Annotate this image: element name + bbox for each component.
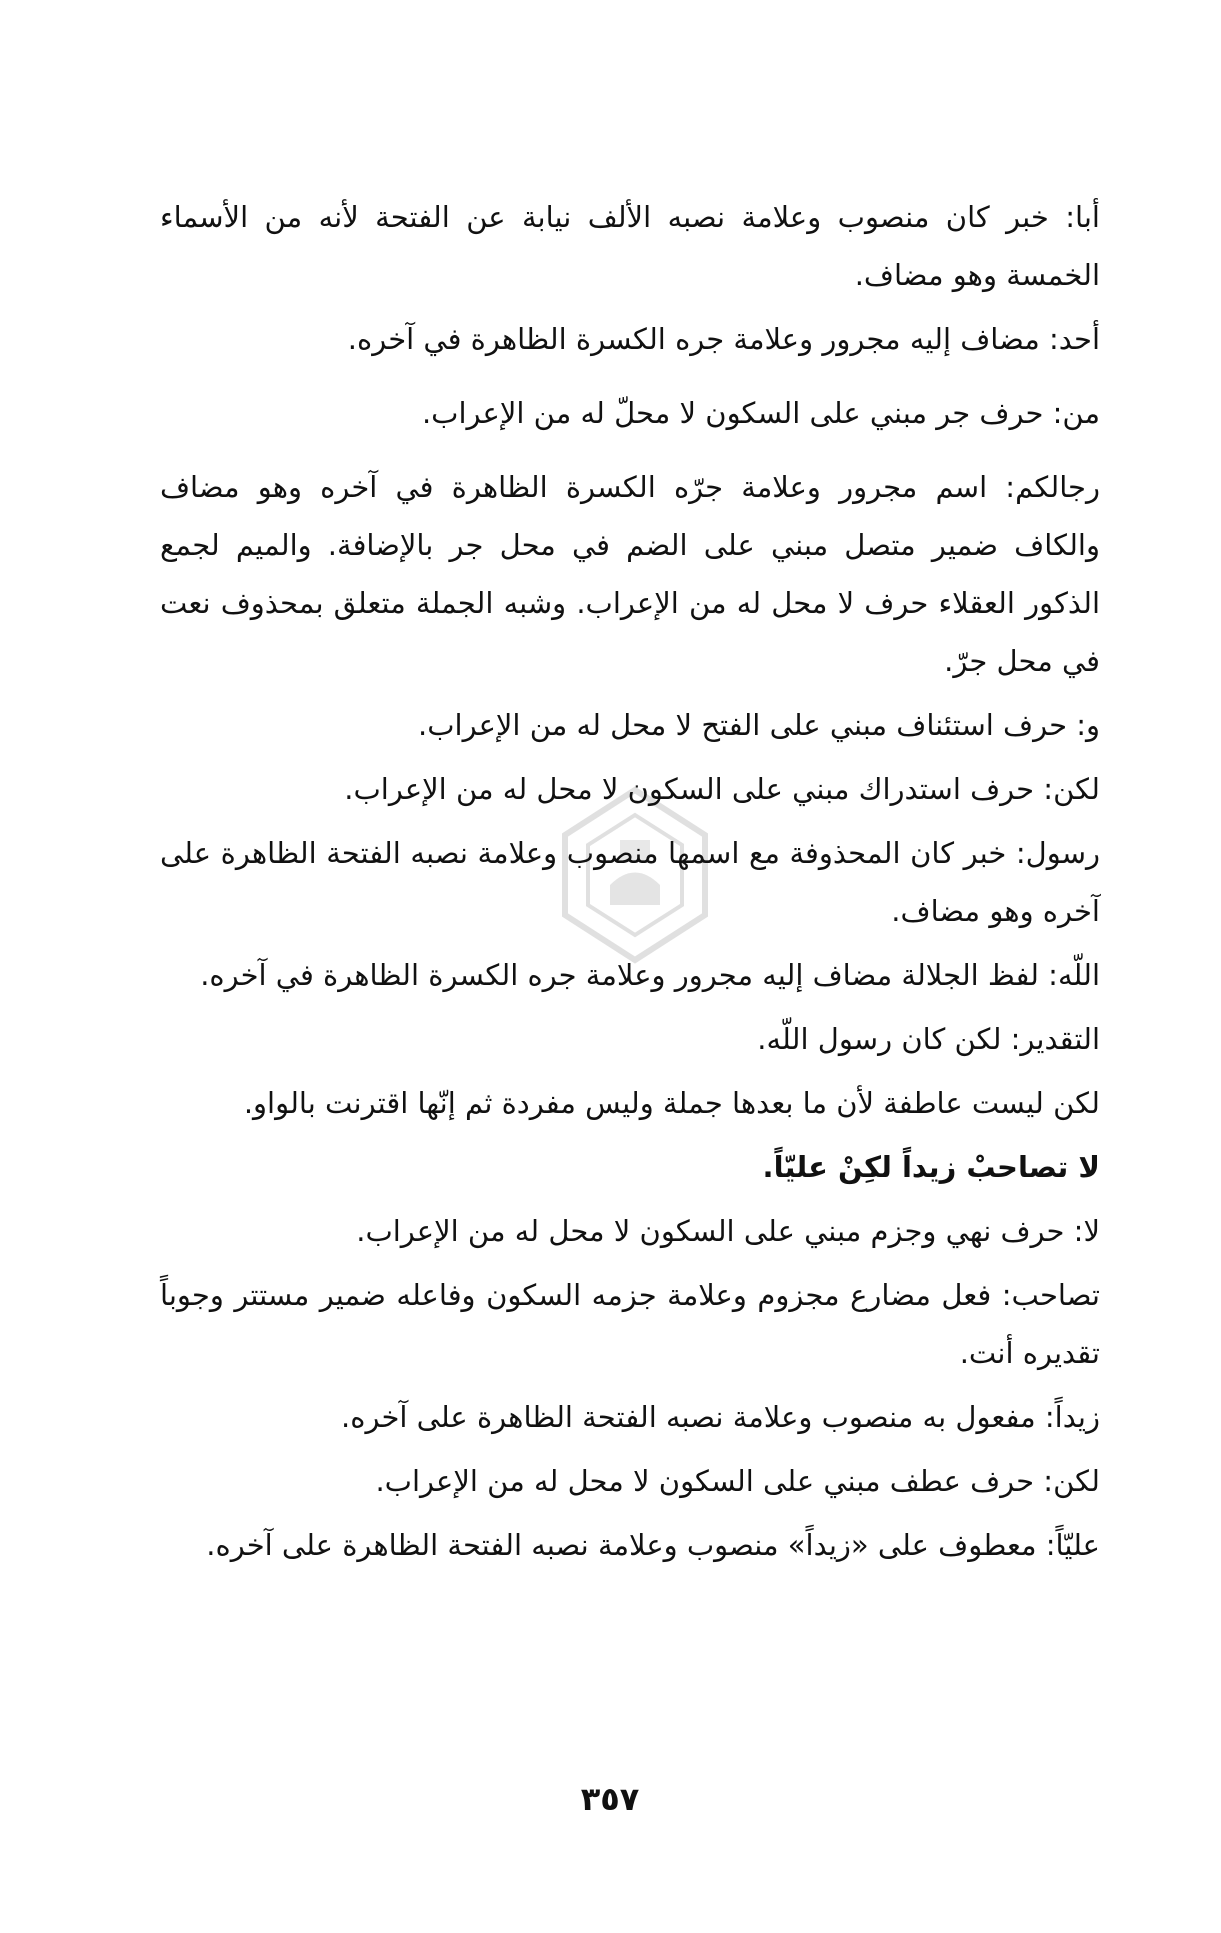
paragraph-6: لكن: حرف استدراك مبني على السكون لا محل له من الإعراب. [344, 772, 1100, 806]
paragraph-4: رجالكم: اسم مجرور وعلامة جرّه الكسرة الظاهرة في آخره وهو مضاف والكاف ضمير متصل مبني على الضم في محل جر بالإضافة. والميم لجمع الذكور العقلاء حرف لا محل له من الإعراب. وشبه الجملة متعلق بمحذوف نعت في محل جرّ. [160, 470, 1100, 678]
paragraph-15: عليّاً: معطوف على «زيداً» منصوب وعلامة نصبه الفتحة الظاهرة على آخره. [206, 1528, 1100, 1562]
paragraph-10: لكن ليست عاطفة لأن ما بعدها جملة وليس مفردة ثم إنّها اقترنت بالواو. [243, 1086, 1100, 1120]
page-number: ٣٥٧ [580, 1780, 640, 1818]
paragraph-14: لكن: حرف عطف مبني على السكون لا محل له من الإعراب. [375, 1464, 1100, 1498]
paragraph-11: لا: حرف نهي وجزم مبني على السكون لا محل له من الإعراب. [356, 1214, 1100, 1248]
paragraph-7: رسول: خبر كان المحذوفة مع اسمها منصوب وعلامة نصبه الفتحة الظاهرة على آخره وهو مضاف. [160, 836, 1100, 928]
paragraph-12: تصاحب: فعل مضارع مجزوم وعلامة جزمه السكون وفاعله ضمير مستتر وجوباً تقديره أنت. [160, 1278, 1100, 1370]
paragraph-8: اللّه: لفظ الجلالة مضاف إليه مجرور وعلامة جره الكسرة الظاهرة في آخره. [200, 958, 1100, 992]
paragraph-5: و: حرف استئناف مبني على الفتح لا محل له من الإعراب. [418, 708, 1100, 742]
paragraph-13: زيداً: مفعول به منصوب وعلامة نصبه الفتحة الظاهرة على آخره. [341, 1400, 1100, 1434]
paragraph-1: أبا: خبر كان منصوب وعلامة نصبه الألف نيابة عن الفتحة لأنه من الأسماء الخمسة وهو مضاف. [160, 200, 1100, 292]
paragraph-3: من: حرف جر مبني على السكون لا محلّ له من الإعراب. [421, 396, 1100, 430]
paragraph-9: التقدير: لكن كان رسول اللّه. [757, 1022, 1100, 1056]
example-sentence: لا تصاحبْ زيداً لكِنْ عليّاً. [762, 1150, 1100, 1184]
paragraph-2: أحد: مضاف إليه مجرور وعلامة جره الكسرة الظاهرة في آخره. [347, 322, 1100, 356]
document-body [160, 188, 1100, 1580]
